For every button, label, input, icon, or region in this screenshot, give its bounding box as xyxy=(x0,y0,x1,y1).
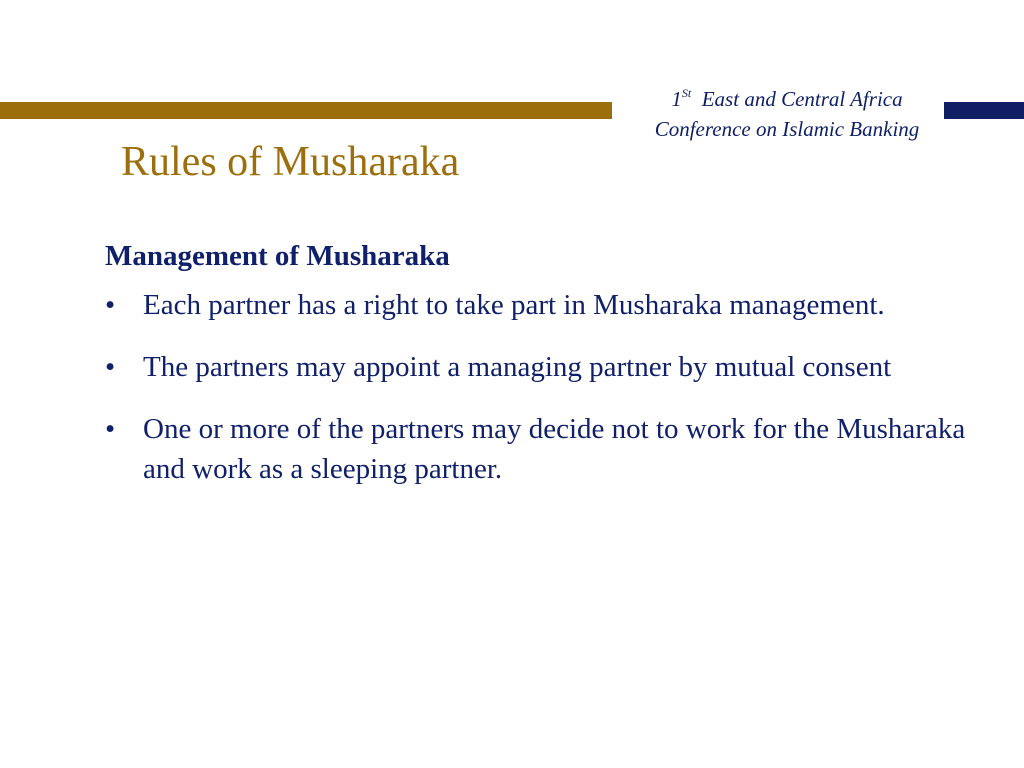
conference-line-2: Conference on Islamic Banking xyxy=(654,117,920,141)
bullet-item xyxy=(105,409,985,489)
bullet-text: One or more of the partners may decide not to work for the Musharaka and work as a sleeping partner. xyxy=(143,413,966,485)
conference-number: 1 xyxy=(671,87,682,111)
slide-content xyxy=(105,236,985,511)
bullet-item xyxy=(105,285,985,325)
bullet-icon: • xyxy=(105,351,116,383)
bullet-icon: • xyxy=(105,413,116,445)
bullet-text: Each partner has a right to take part in Musharaka management. xyxy=(143,289,885,321)
bullet-item xyxy=(105,347,985,387)
conference-ordinal: St xyxy=(681,86,692,100)
conference-line-1 xyxy=(612,84,962,114)
bullet-list xyxy=(105,285,985,489)
section-heading: Management of Musharaka xyxy=(105,240,450,272)
conference-line-1-text: East and Central Africa xyxy=(701,87,903,111)
bullet-icon: • xyxy=(105,289,116,321)
header-gold-bar xyxy=(0,102,612,119)
slide-title: Rules of Musharaka xyxy=(121,139,460,185)
conference-title xyxy=(612,84,962,144)
bullet-text: The partners may appoint a managing partner by mutual consent xyxy=(143,351,892,383)
